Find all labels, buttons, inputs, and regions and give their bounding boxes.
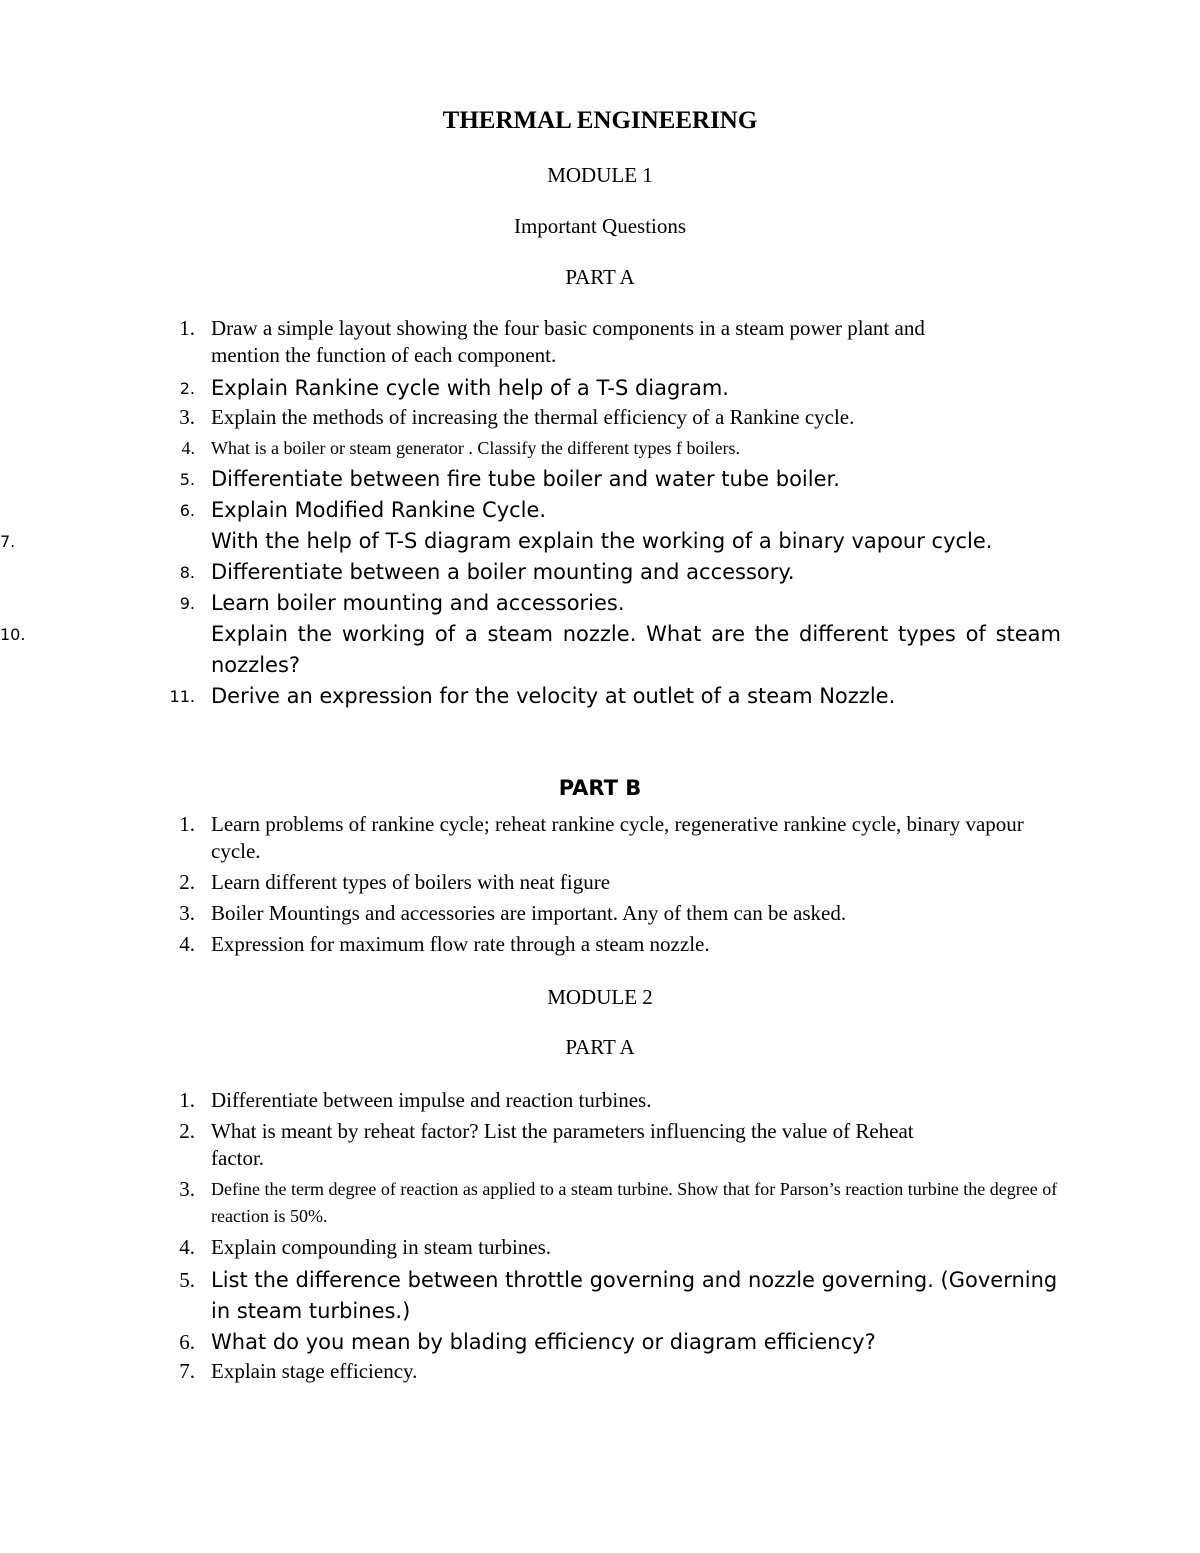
list-item: 6. What do you mean by blading efficiency or diagram efficiency? bbox=[179, 1330, 876, 1354]
module1-part-a-list bbox=[0, 315, 1200, 712]
list-item: 7. With the help of T-S diagram explain the working of a binary vapour cycle. bbox=[0, 529, 993, 553]
module1-part-a-heading: PART A bbox=[565, 265, 635, 289]
list-item: 10. Explain the working of a steam nozzle. What are the different types of steam nozzles? bbox=[0, 622, 1061, 677]
list-item: 5. Differentiate between fire tube boiler and water tube boiler. bbox=[179, 467, 840, 491]
list-item: 3. Define the term degree of reaction as applied to a steam turbine. Show that for Parson’s reaction turbine the degree of reaction is 50%. bbox=[179, 1177, 1058, 1226]
list-item: 6. Explain Modified Rankine Cycle. bbox=[179, 498, 547, 522]
list-item: 8. Differentiate between a boiler mounting and accessory. bbox=[179, 560, 795, 584]
module1-subheading: Important Questions bbox=[513, 214, 687, 238]
list-item: 5. List the difference between throttle governing and nozzle governing. (Governing in steam turbines.) bbox=[179, 1268, 1058, 1323]
module2-heading: MODULE 2 bbox=[547, 985, 653, 1009]
list-item: 2. Explain Rankine cycle with help of a T-S diagram. bbox=[179, 376, 729, 400]
list-item: 2. Learn different types of boilers with neat figure bbox=[179, 870, 611, 894]
list-item: 3. Boiler Mountings and accessories are important. Any of them can be asked. bbox=[179, 901, 847, 925]
list-item: 2. What is meant by reheat factor? List the parameters influencing the value of Reheat factor. bbox=[179, 1119, 914, 1170]
list-item: 3. Explain the methods of increasing the thermal efficiency of a Rankine cycle. bbox=[179, 405, 855, 429]
module1-part-b-heading: PART B bbox=[558, 776, 642, 800]
module1-part-b-list bbox=[0, 811, 1200, 962]
list-item: 4. Explain compounding in steam turbines. bbox=[179, 1235, 552, 1259]
list-item: 1. Draw a simple layout showing the four basic components in a steam power plant and mention the function of each component. bbox=[179, 316, 925, 367]
list-item: 1. Differentiate between impulse and reaction turbines. bbox=[179, 1088, 652, 1112]
list-item: 11. Derive an expression for the velocity at outlet of a steam Nozzle. bbox=[169, 684, 896, 708]
list-item: 4. Expression for maximum flow rate through a steam nozzle. bbox=[179, 932, 710, 956]
list-item: 9. Learn boiler mounting and accessories. bbox=[179, 591, 625, 615]
list-item: 1. Learn problems of rankine cycle; reheat rankine cycle, regenerative rankine cycle, binary vapour cycle. bbox=[179, 812, 1024, 863]
document-title: THERMAL ENGINEERING bbox=[442, 107, 758, 134]
module2-part-a-list bbox=[0, 1087, 1200, 1389]
module2-part-a-heading: PART A bbox=[565, 1035, 635, 1059]
list-item: 4. What is a boiler or steam generator . Classify the different types f boilers. bbox=[181, 438, 741, 458]
module1-heading: MODULE 1 bbox=[547, 163, 653, 187]
list-item: 7. Explain stage efficiency. bbox=[179, 1359, 418, 1383]
